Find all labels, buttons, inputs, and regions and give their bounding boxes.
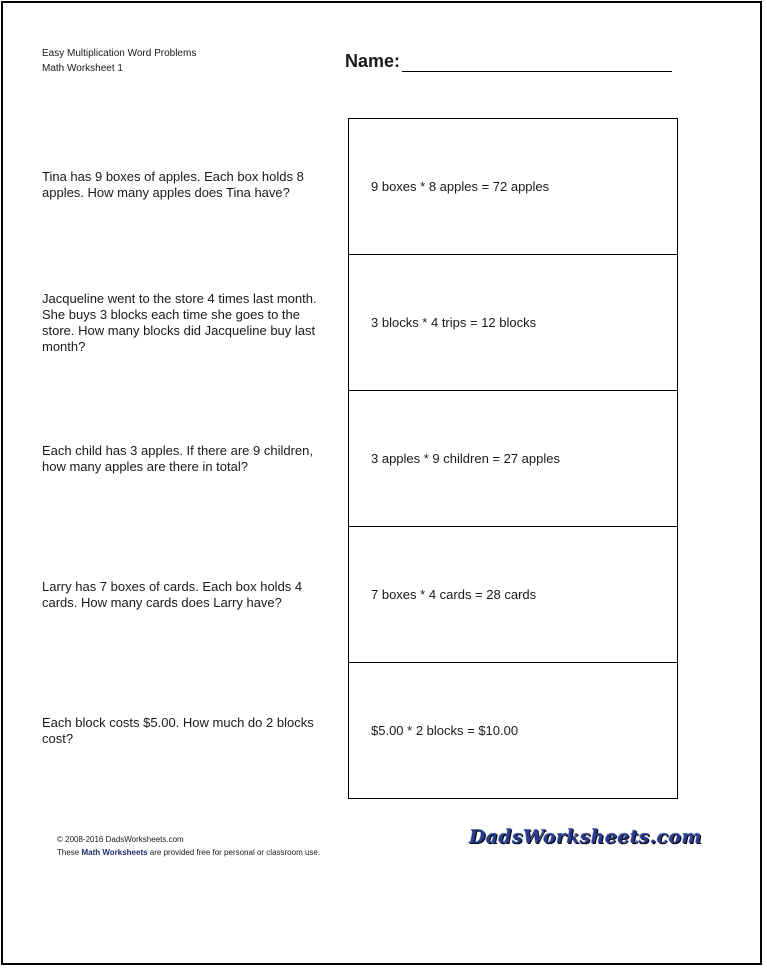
problem-question-2: Jacqueline went to the store 4 times last month. She buys 3 blocks each time she goes to the store. How many blocks did Jacqueline buy last month? (42, 291, 317, 354)
answer-box-1 (348, 118, 678, 255)
dadsworksheets-logo: DadsWorksheets.com (469, 826, 702, 848)
worksheet-subtitle: Math Worksheet 1 (42, 63, 123, 74)
answer-box-3 (348, 390, 678, 527)
worksheet-header (42, 46, 196, 76)
usage-note-after: are provided free for personal or classroom use. (147, 848, 321, 857)
name-blank-line[interactable] (402, 53, 672, 72)
copyright-text: © 2008-2016 DadsWorksheets.com (57, 835, 184, 844)
math-worksheets-link[interactable]: Math Worksheets (81, 848, 148, 857)
usage-note-before: These (57, 848, 82, 857)
problem-question-1: Tina has 9 boxes of apples. Each box holds 8 apples. How many apples does Tina have? (42, 169, 304, 200)
usage-note (57, 846, 320, 859)
worksheet-title: Easy Multiplication Word Problems (42, 48, 197, 59)
problem-question-3: Each child has 3 apples. If there are 9 children, how many apples are there in total? (42, 443, 313, 474)
problem-question-5: Each block costs $5.00. How much do 2 blocks cost? (42, 715, 314, 746)
answer-box-4 (348, 526, 678, 663)
answer-text-4: 7 boxes * 4 cards = 28 cards (371, 587, 537, 602)
name-label: Name: (345, 51, 401, 71)
answer-box-5 (348, 662, 678, 799)
answer-text-1: 9 boxes * 8 apples = 72 apples (371, 179, 550, 194)
answer-box-2 (348, 254, 678, 391)
problem-question-4: Larry has 7 boxes of cards. Each box holds 4 cards. How many cards does Larry have? (42, 579, 303, 610)
answer-text-3: 3 apples * 9 children = 27 apples (371, 451, 560, 466)
name-field-area (345, 50, 672, 72)
footer (57, 833, 320, 859)
answer-text-5: $5.00 * 2 blocks = $10.00 (371, 723, 519, 738)
answer-text-2: 3 blocks * 4 trips = 12 blocks (371, 315, 537, 330)
